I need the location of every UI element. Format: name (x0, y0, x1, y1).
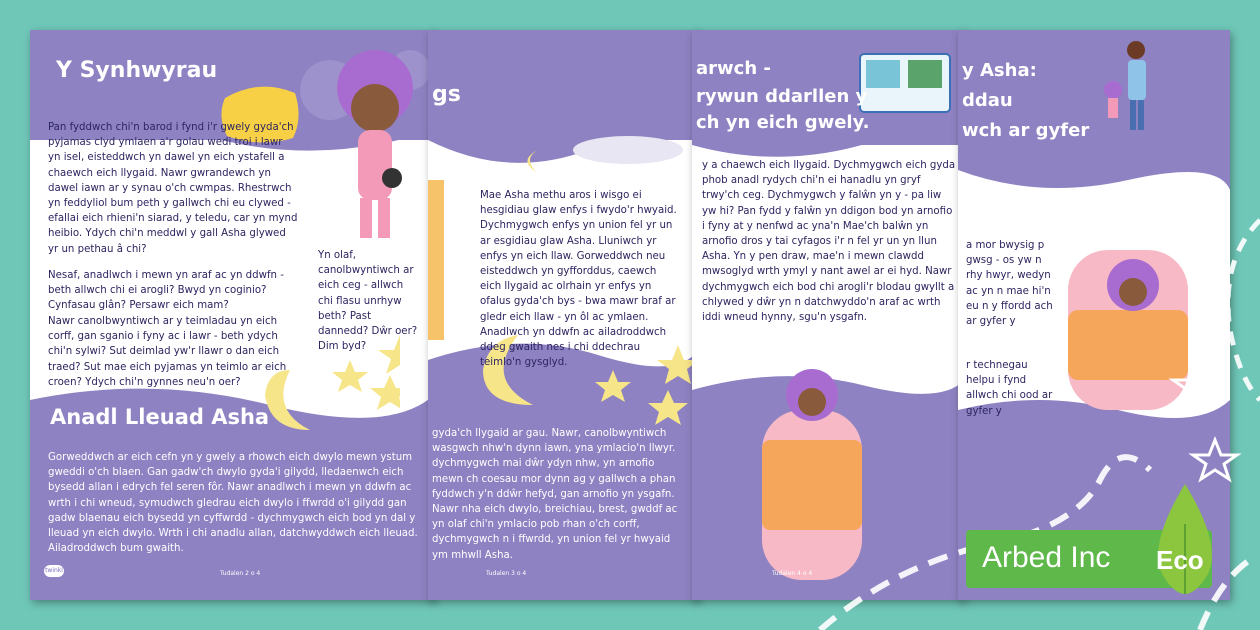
page4-title-line-3: wch ar gyfer (962, 120, 1090, 141)
worksheet-page-3 (692, 30, 964, 600)
twinkl-logo: twinkl (44, 565, 64, 577)
page2-paragraph-2: gyda'ch llygaid ar gau. Nawr, canolbwyntiwch wasgwch nhw'n dynn iawn, yna ymlacio'n llwyr. dychmygwch mai dŵr ydyn nhw, yn arnofio mewn ch coesau mor dynn ag y gallwch a phan fyddwch y'n ddŵr hefyd, gan arnofio yn ysgafn. Nawr nha eich dwylo, breichiau, brest, gwddf ac yn olaf chi'n ymlacio pob rhan o'ch corff, dychmygwch n i ffwrdd, yn union fel yr hwyaid ym mhwll Asha. (432, 428, 678, 561)
page1-title: Y Synhwyrau (56, 58, 218, 83)
page4-paragraph-3: r technegau helpu i fynd allwch chi ood ar gyfer y (966, 360, 1053, 417)
page1-title-2: Anadl Lleuad Asha (50, 405, 270, 429)
badge-eco-text: Eco (1156, 545, 1204, 575)
page1-paragraph-3: Nawr canolbwyntiwch ar y teimladau yn eich corff, gan sganio i fyny ac i lawr - beth ydych chi'n sylwi? Sut deimlad yw'r llawr o dan eich traed? Sut mae eich pyjamas yn teimlo ar eich croen? Ydych chi'n gynnes neu'n oer? (48, 316, 287, 388)
page3-title-line-2: rywun ddarllen y (696, 86, 868, 107)
page1-footer: Tudalen 2 o 4 (220, 570, 261, 577)
page1-paragraph-1: Pan fyddwch chi'n barod i fynd i'r gwely gyda'ch pyjamas clyd ymlaen a'r golau wedi troi i lawr yn isel, eisteddwch yn dawel yn eich ystafell a chaewch eich llygaid. Nawr gwrandewch yn dawel iawn ar y synau o'ch cwmpas. Rhestrwch yn feddyliol bum peth y gallwch chi eu clywed - efallai eich rhieni'n siarad, y teledu, car yn mynd heibio. Ydych chi'n meddwl y gall Asha glywed yr un pethau â chi? (48, 122, 298, 255)
page2-title-fragment: gs (432, 82, 461, 107)
worksheet-page-1 (30, 30, 434, 600)
page1-paragraph-4: Gorweddwch ar eich cefn yn y gwely a rhowch eich dwylo mewn ystum gweddi o'ch blaen. Gan gadw'ch dwylo gyda'i gilydd, lledaenwch eich bysedd allan i edrych fel seren fôr. Nawr anadlwch i mewn yn ddwfn ac wrth i chi wneud, symudwch gledrau eich dwylo i ffwrdd o'i gilydd gan gadw blaenau eich bysedd yn cyffwrdd - dychmygwch eich bod yn dal y lleuad yn eich dwylo. Wrth i chi anadlu allan, datchwyddwch eich lleuad. Ailadroddwch bum gwaith. (48, 452, 418, 555)
page4-title-line-2: ddau (962, 90, 1013, 111)
page2-footer: Tudalen 3 o 4 (486, 570, 527, 577)
page4-title-line-1: y Asha: (962, 60, 1037, 81)
page3-title-line-1: arwch - (696, 58, 771, 79)
badge-brand-text: Arbed Inc (982, 541, 1111, 574)
page3-paragraph-1: y a chaewch eich llygaid. Dychmygwch eich gyda phob anadl rydych chi'n ei hanadlu yn gryf trwy'ch ceg. Dychmygwch y falŵn yn y - pa liw yw hi? Pan fydd y falŵn yn ddigon bod yn arnofio i fyny at y nenfwd ac yna'n Mae'ch balŵn yn arnofio dros y tai cyfagos i'r n fel yr un yn llun Asha. Yn y pen draw, mae'n i mewn clawdd mwsoglyd wrth ymyl y nant awel ar ei hyd. Nawr dychmygwch eich bod chi arogli'r blodau gwyllt a chlywed y dŵr yn n datchwyddo'n araf ac wrth iddi wneud hynny, sgu'n ysgafn. (702, 160, 956, 324)
moon-stars-illustration (250, 330, 400, 430)
page1-paragraph-2: Nesaf, anadlwch i mewn yn araf ac yn ddwfn - beth allwch chi ei arogli? Bwyd yn coginio? Cynfasau glân? Persawr eich mam? (48, 270, 284, 312)
page4-paragraph-1: a mor bwysig p gwsg - os yw n rhy hwyr, wedyn ac yn n mae hi'n eu n y ffordd ach ar gyfer y (966, 240, 1053, 328)
page2-paragraph-1: Mae Asha methu aros i wisgo ei hesgidiau glaw enfys i fwydo'r hwyaid. Dychmygwch enfys yn union fel yr un ar esgidiau glaw Asha. Lluniwch yr enfys yn eich llaw. Gorweddwch neu eisteddwch yn gyfforddus, caewch eich llygaid ac olrhain yr enfys yn ofalus gyda'ch bys - bwa mawr braf ar gledr eich llaw - yn ôl ac ymlaen. Anadlwch yn ddwfn ac ailadroddwch ddeg gwaith nes i chi ddechrau teimlo'n gysglyd. (480, 190, 677, 369)
page3-title-line-3: ch yn eich gwely. (696, 112, 870, 133)
asha-girl-illustration (320, 48, 430, 248)
page1-side-text: Yn olaf, canolbwyntiwch ar eich ceg - allwch chi flasu unrhyw beth? Past dannedd? Dŵr oer? Dim byd? (318, 250, 418, 353)
worksheet-page-2 (428, 30, 698, 600)
page3-footer: Tudalen 4 o 4 (772, 570, 813, 577)
eco-leaf-icon (1148, 484, 1222, 598)
